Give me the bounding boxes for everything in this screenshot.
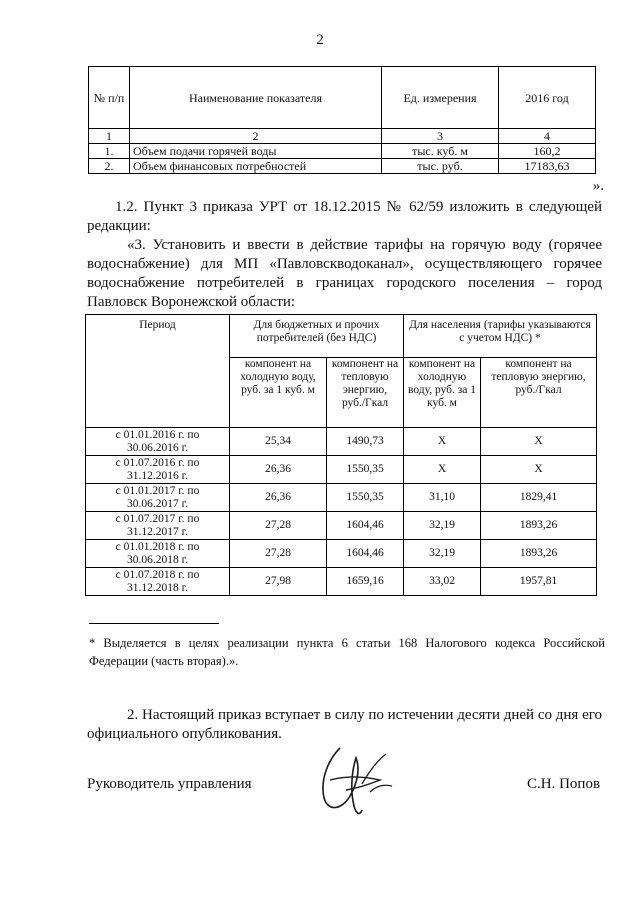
value: 17183,63 — [499, 159, 596, 174]
col-number-4: 4 — [499, 129, 596, 144]
tariff-table — [85, 314, 597, 596]
table-row — [86, 540, 597, 568]
population-cold: Х — [404, 428, 481, 456]
table-row — [86, 456, 597, 484]
subheader-heat-energy-population: компонент на тепловую энергию, руб./Гкал — [481, 358, 597, 428]
population-heat: Х — [481, 428, 597, 456]
col-header-indicator: Наименование показателя — [130, 67, 382, 129]
col-header-number: № п/п — [89, 67, 130, 129]
table-row — [86, 512, 597, 540]
col-number-3: 3 — [382, 129, 499, 144]
period: с 01.01.2018 г. по 30.06.2018 г. — [86, 540, 230, 568]
population-cold: 33,02 — [404, 568, 481, 596]
header-budget: Для бюджетных и прочих потребителей (без НДС) — [230, 315, 404, 358]
col-number-1: 1 — [89, 129, 130, 144]
population-heat: 1893,26 — [481, 540, 597, 568]
paragraph-3: «3. Установить и ввести в действие тарифы на горячую воду (горячее водоснабжение) для МП «Павловскводоканал», осуществляющего горячее водоснабжение потребителей в границах городского поселения – город Павловск Воронежской области: — [87, 237, 602, 310]
table-row — [89, 144, 596, 159]
budget-heat: 1604,46 — [327, 512, 404, 540]
budget-heat: 1659,16 — [327, 568, 404, 596]
header-population: Для населения (тарифы указываются с учетом НДС) * — [404, 315, 597, 358]
population-cold: 31,10 — [404, 484, 481, 512]
budget-cold: 27,28 — [230, 540, 327, 568]
population-heat: 1829,41 — [481, 484, 597, 512]
unit: тыс. куб. м — [382, 144, 499, 159]
unit: тыс. руб. — [382, 159, 499, 174]
indicator-name: Объем подачи горячей воды — [130, 144, 382, 159]
population-cold: Х — [404, 456, 481, 484]
col-header-unit: Ед. измерения — [382, 67, 499, 129]
row-number: 1. — [89, 144, 130, 159]
subheader-heat-energy: компонент на тепловую энергию, руб./Гкал — [327, 358, 404, 428]
population-cold: 32,19 — [404, 540, 481, 568]
col-header-year: 2016 год — [499, 67, 596, 129]
paragraph-1-2: 1.2. Пункт 3 приказа УРТ от 18.12.2015 № 62/59 изложить в следующей редакции: — [87, 199, 602, 234]
footnote-divider — [89, 623, 219, 624]
budget-cold: 27,28 — [230, 512, 327, 540]
page-number: 2 — [316, 32, 324, 48]
period: с 01.07.2017 г. по 31.12.2017 г. — [86, 512, 230, 540]
population-cold: 32,19 — [404, 512, 481, 540]
budget-cold: 26,36 — [230, 484, 327, 512]
signature-position: Руководитель управления — [87, 776, 252, 792]
period: с 01.01.2017 г. по 30.06.2017 г. — [86, 484, 230, 512]
header-period: Период — [86, 315, 230, 428]
indicator-name: Объем финансовых потребностей — [130, 159, 382, 174]
population-heat: 1957,81 — [481, 568, 597, 596]
budget-heat: 1550,35 — [327, 484, 404, 512]
budget-cold: 25,34 — [230, 428, 327, 456]
subheader-cold-water: компонент на холодную воду, руб. за 1 куб. м — [230, 358, 327, 428]
budget-cold: 27,98 — [230, 568, 327, 596]
signature-name: С.Н. Попов — [527, 776, 601, 792]
table-row — [86, 484, 597, 512]
row-number: 2. — [89, 159, 130, 174]
closing-quote: ». — [592, 178, 604, 194]
col-number-2: 2 — [130, 129, 382, 144]
population-heat: 1893,26 — [481, 512, 597, 540]
period: с 01.07.2016 г. по 31.12.2016 г. — [86, 456, 230, 484]
handwritten-signature — [300, 740, 410, 820]
period: с 01.01.2016 г. по 30.06.2016 г. — [86, 428, 230, 456]
subheader-cold-water-population: компонент на холодную воду, руб. за 1 куб. м — [404, 358, 481, 428]
table-row — [86, 428, 597, 456]
budget-heat: 1490,73 — [327, 428, 404, 456]
volumes-table — [88, 66, 596, 174]
budget-heat: 1604,46 — [327, 540, 404, 568]
period: с 01.07.2018 г. по 31.12.2018 г. — [86, 568, 230, 596]
budget-cold: 26,36 — [230, 456, 327, 484]
table-row — [86, 568, 597, 596]
paragraph-2: 2. Настоящий приказ вступает в силу по истечении десяти дней со дня его официального опубликования. — [87, 707, 602, 742]
value: 160,2 — [499, 144, 596, 159]
footnote: * Выделяется в целях реализации пункта 6 статьи 168 Налогового кодекса Российской Федерации (часть вторая).». — [89, 636, 605, 668]
table-row — [89, 159, 596, 174]
budget-heat: 1550,35 — [327, 456, 404, 484]
population-heat: Х — [481, 456, 597, 484]
